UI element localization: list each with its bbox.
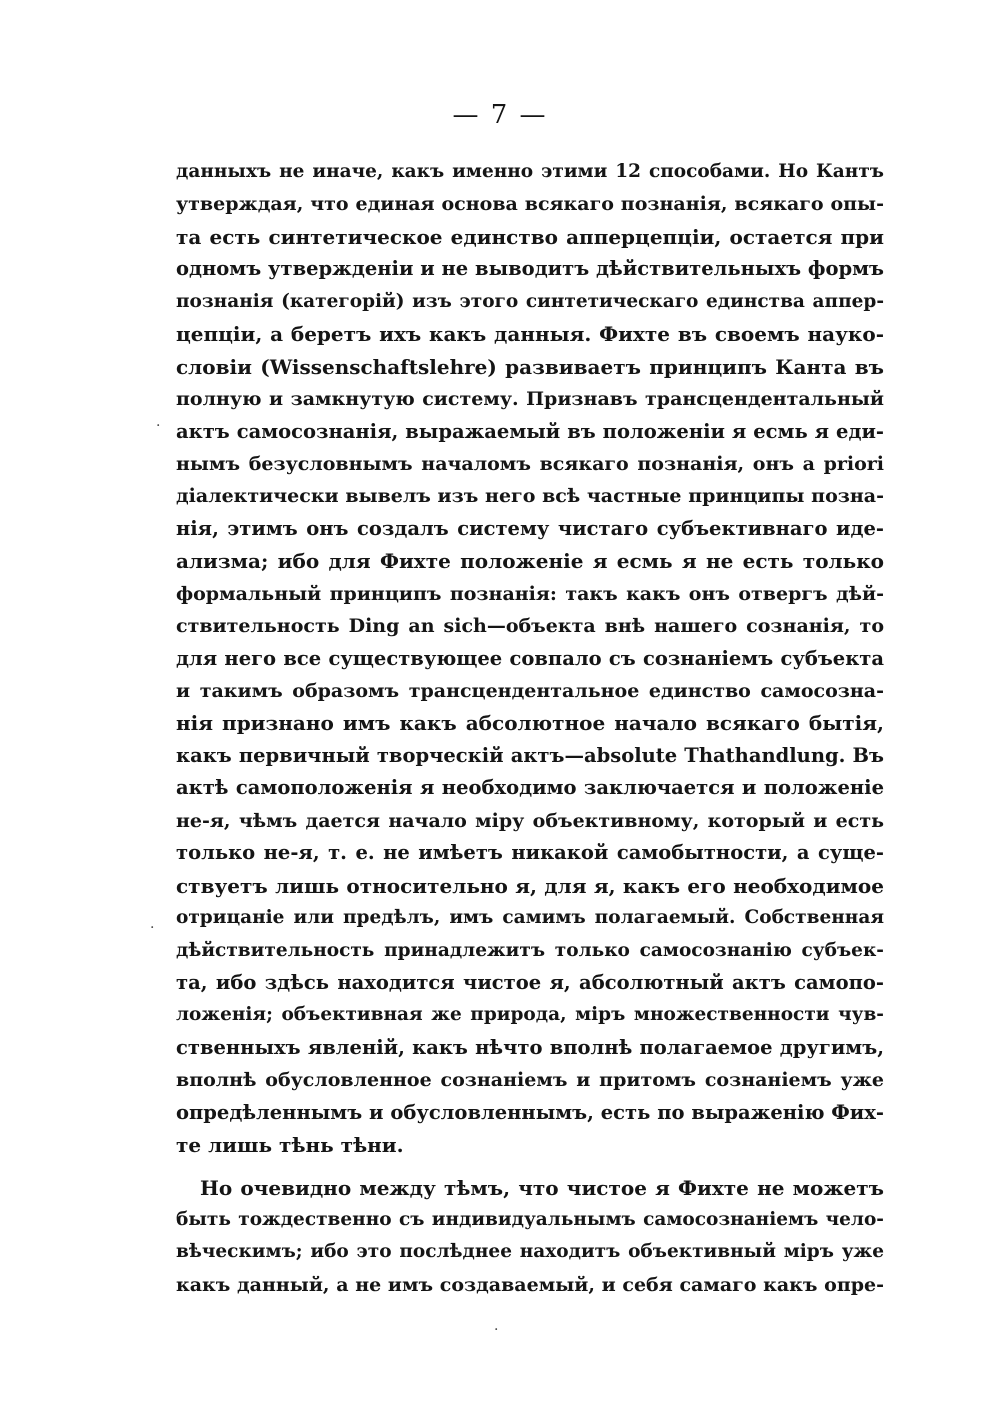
text-line: и такимъ образомъ трансцендентальное единство самосозна- xyxy=(176,680,884,702)
text-line: вполнѣ обусловленное сознаніемъ и притомъ сознаніемъ уже xyxy=(176,1069,884,1092)
text-line: та, ибо здѣсь находится чистое я, абсолютный актъ самопо- xyxy=(176,970,884,994)
text-line: нымъ безусловнымъ началомъ всякаго познанія, онъ a priori xyxy=(176,452,884,475)
text-line: одномъ утвержденіи и не выводитъ дѣйствительныхъ формъ xyxy=(176,257,884,281)
body-text xyxy=(176,156,884,1301)
scan-speck: · xyxy=(494,1322,499,1338)
text-line: данныхъ не иначе, какъ именно этими 12 способами. Но Кантъ xyxy=(176,161,884,182)
text-line: вѣческимъ; ибо это послѣднее находитъ объективный міръ уже xyxy=(176,1241,884,1263)
text-line: ализма; ибо для Фихте положеніе я есмь я не есть только xyxy=(176,549,884,574)
text-line: те лишь тѣнь тѣни. xyxy=(176,1133,404,1158)
text-line: какъ первичный творческій актъ—absolute Thathandlung. Въ xyxy=(176,743,884,767)
text-line: цепціи, а беретъ ихъ какъ данныя. Фихте въ своемъ науко- xyxy=(176,322,884,347)
text-line: познанія (категорій) изъ этого синтетическаго единства аппер- xyxy=(176,290,884,312)
text-line: нія, этимъ онъ создалъ систему чистаго субъективнаго иде- xyxy=(176,516,884,540)
text-line: утверждая, что единая основа всякаго познанія, всякаго опы- xyxy=(176,193,884,216)
text-line: дѣйствительность принадлежитъ только самосознанію субъек- xyxy=(176,939,884,961)
text-line: какъ данный, а не имъ создаваемый, и себя самаго какъ опре- xyxy=(176,1273,884,1296)
text-line: та есть синтетическое единство апперцепціи, остается при xyxy=(176,224,884,249)
text-line: словіи (Wissenschaftslehre) развиваетъ принципъ Канта въ xyxy=(176,354,884,379)
text-line: для него все существующее совпало съ сознаніемъ субъекта xyxy=(176,646,884,670)
scan-speck: · xyxy=(156,418,161,434)
text-line: быть тождественно съ индивидуальнымъ самосознаніемъ чело- xyxy=(176,1209,884,1230)
text-line: ложенія; объективная же природа, міръ множественности чув- xyxy=(176,1004,884,1026)
text-line: ственныхъ явленій, какъ нѣчто вполнѣ полагаемое другимъ, xyxy=(176,1035,884,1059)
text-line: отрицаніе или предѣлъ, имъ самимъ полагаемый. Собственная xyxy=(176,907,884,929)
text-line: Но очевидно между тѣмъ, что чистое я Фихте не можетъ xyxy=(200,1175,884,1200)
text-line: не-я, чѣмъ дается начало міру объективному, который и есть xyxy=(176,809,884,832)
text-line: актъ самосознанія, выражаемый въ положеніи я есмь я еди- xyxy=(176,419,884,443)
page-number: — 7 — xyxy=(452,100,548,130)
text-line: полную и замкнутую систему. Признавъ трансцендентальный xyxy=(176,388,884,411)
text-line: діалектически вывелъ изъ него всѣ частные принципы позна- xyxy=(176,485,884,508)
text-line: ствуетъ лишь относительно я, для я, какъ его необходимое xyxy=(176,873,884,898)
text-line: нія признано имъ какъ абсолютное начало всякаго бытія, xyxy=(176,711,884,736)
scan-speck: · xyxy=(150,920,155,936)
text-line: формальный принципъ познанія: такъ какъ онъ отвергъ дѣй- xyxy=(176,582,884,605)
text-line: только не-я, т. е. не имѣетъ никакой самобытности, а суще- xyxy=(176,841,884,865)
paragraph-2 xyxy=(176,1172,884,1302)
text-line: ствительность Ding an sich—объекта внѣ нашего сознанія, то xyxy=(176,615,884,638)
text-line: актѣ самоположенія я необходимо заключается и положеніе xyxy=(176,776,884,800)
paragraph-1 xyxy=(176,156,884,1162)
text-line: опредѣленнымъ и обусловленнымъ, есть по выраженію Фих- xyxy=(176,1100,884,1124)
